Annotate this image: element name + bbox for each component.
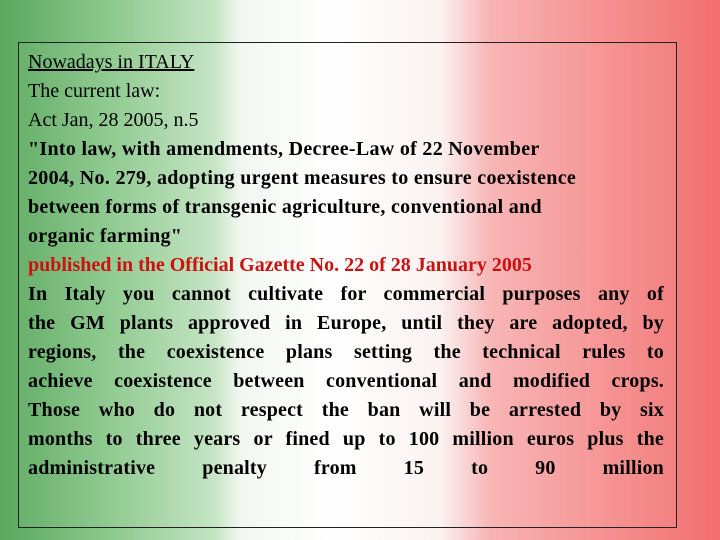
law-title-line-4: organic farming" [28, 225, 183, 247]
law-label: The current law: [28, 80, 161, 102]
slide-heading: Nowadays in ITALY [28, 51, 195, 73]
body-line-6: months to three years or fined up to 100 million euros plus the [28, 428, 664, 450]
publication-note: published in the Official Gazette No. 22 of 28 January 2005 [28, 254, 532, 276]
body-line-1: In Italy you cannot cultivate for commercial purposes any of [28, 283, 664, 305]
act-reference: Act Jan, 28 2005, n.5 [28, 109, 199, 131]
body-line-7: administrative penalty from 15 to 90 million [28, 457, 664, 479]
body-line-4: achieve coexistence between conventional and modified crops. [28, 370, 664, 392]
law-title-line-1: "Into law, with amendments, Decree-Law of 22 November [28, 138, 540, 160]
body-line-5: Those who do not respect the ban will be arrested by six [28, 399, 664, 421]
body-line-3: regions, the coexistence plans setting the technical rules to [28, 341, 664, 363]
body-line-2: the GM plants approved in Europe, until they are adopted, by [28, 312, 664, 334]
slide-content [28, 48, 664, 483]
law-title-line-2: 2004, No. 279, adopting urgent measures to ensure coexistence [28, 167, 577, 189]
law-title-line-3: between forms of transgenic agriculture, conventional and [28, 196, 542, 218]
